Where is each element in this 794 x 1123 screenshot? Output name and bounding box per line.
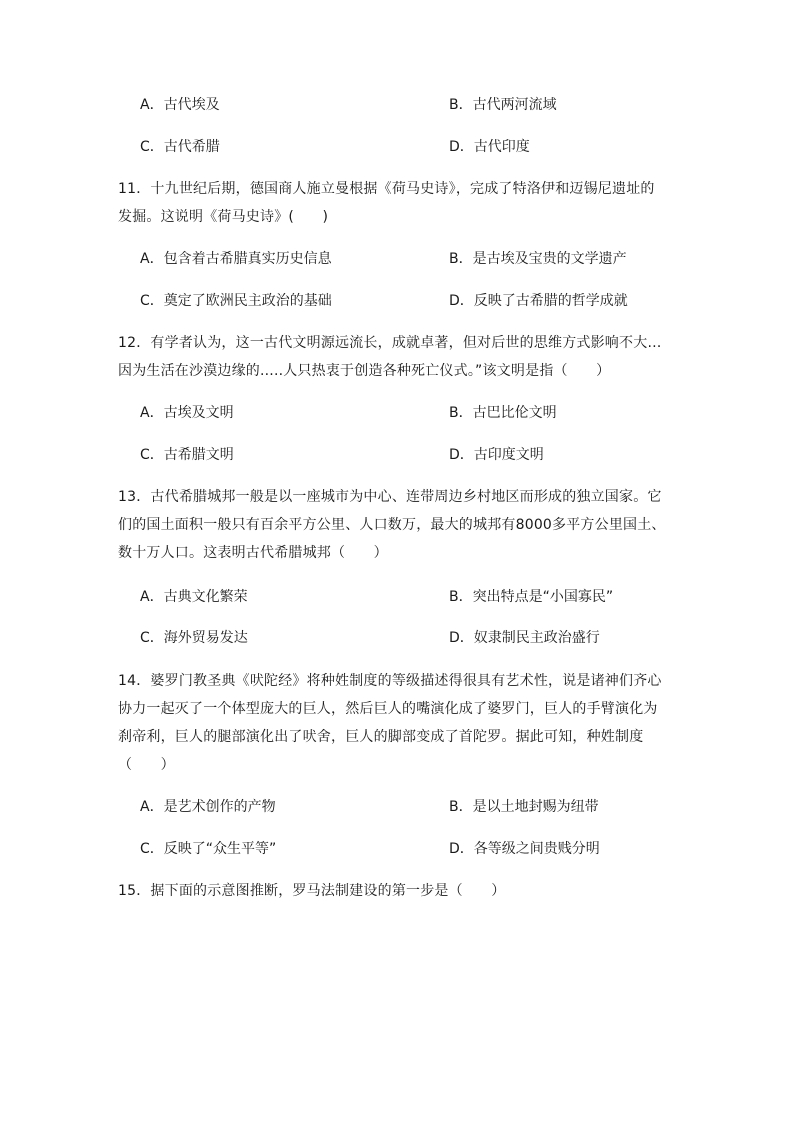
q10-option-a[interactable]: A．古代埃及 [140,97,220,113]
q12-option-b[interactable]: B．古巴比伦文明 [449,405,557,421]
q10-option-b[interactable]: B．古代两河流域 [449,97,557,113]
q10-option-c[interactable]: C．古代希腊 [140,139,220,155]
q11-option-c[interactable]: C．奠定了欧洲民主政治的基础 [140,293,332,309]
q14-option-c[interactable]: C．反映了“众生平等” [140,841,277,857]
q13-option-d[interactable]: D．奴隶制民主政治盛行 [449,630,600,646]
question-14-line: 刹帝利，巨人的腿部演化出了吠舍，巨人的脚部变成了首陀罗。据此可知，种姓制度 [118,729,644,745]
q14-option-a[interactable]: A．是艺术创作的产物 [140,799,276,815]
question-15-line: 15．据下面的示意图推断，罗马法制建设的第一步是（ ） [118,883,506,899]
q10-option-d[interactable]: D．古代印度 [449,139,530,155]
q12-option-d[interactable]: D．古印度文明 [449,447,544,463]
q13-option-c[interactable]: C．海外贸易发达 [140,630,248,646]
question-14-line: （ ） [118,757,175,773]
question-12-line: 因为生活在沙漠边缘的.....人只热衷于创造各种死亡仪式。”该文明是指（ ） [118,363,611,379]
question-14-line: 协力一起灭了一个体型庞大的巨人，然后巨人的嘴演化成了婆罗门，巨人的手臂演化为 [118,701,658,717]
question-15-stem [118,877,678,905]
q11-option-d[interactable]: D．反映了古希腊的哲学成就 [449,293,628,309]
question-11-line: 11．十九世纪后期，德国商人施立曼根据《荷马史诗》，完成了特洛伊和迈锡尼遗址的 [118,181,655,197]
q12-option-c[interactable]: C．古希腊文明 [140,447,234,463]
question-13-stem [118,483,678,567]
q14-option-b[interactable]: B．是以土地封赐为纽带 [449,799,599,815]
question-13-line: 数十万人口。这表明古代希腊城邦（ ） [118,545,388,561]
question-11-line: 发掘。这说明《荷马史诗》( ) [118,209,329,225]
question-11-stem [118,175,678,231]
q12-option-a[interactable]: A．古埃及文明 [140,405,234,421]
question-14-stem [118,667,678,779]
question-13-line: 13．古代希腊城邦一般是以一座城市为中心、连带周边乡村地区而形成的独立国家。它 [118,489,662,505]
q14-option-d[interactable]: D．各等级之间贵贱分明 [449,841,600,857]
q13-option-b[interactable]: B．突出特点是“小国寡民” [449,589,614,605]
q13-option-a[interactable]: A．古典文化繁荣 [140,589,248,605]
question-14-line: 14．婆罗门教圣典《吠陀经》将种姓制度的等级描述得很具有艺术性，说是诸神们齐心 [118,673,662,689]
q11-option-a[interactable]: A．包含着古希腊真实历史信息 [140,251,332,267]
question-13-line: 们的国土面积一般只有百余平方公里、人口数万，最大的城邦有8000多平方公里国土、 [118,517,666,533]
question-12-stem [118,329,678,385]
q11-option-b[interactable]: B．是古埃及宝贵的文学遗产 [449,251,627,267]
question-12-line: 12．有学者认为，这一古代文明源远流长，成就卓著，但对后世的思维方式影响不大… [118,335,662,351]
